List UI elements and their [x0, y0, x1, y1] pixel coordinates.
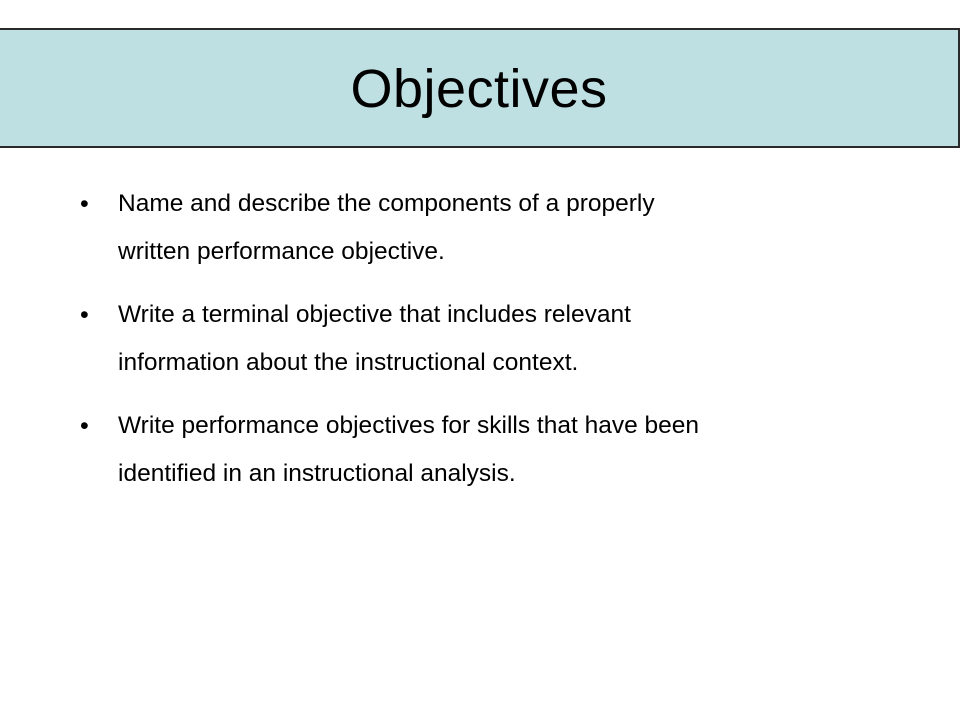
bullet-text-2: [118, 291, 631, 387]
bullet-2-line-2: information about the instructional context.: [118, 349, 579, 376]
bullet-item-2: [80, 291, 900, 387]
bullet-item-3: [80, 402, 900, 498]
bullet-item-1: [80, 180, 900, 276]
bullet-text-1: [118, 180, 655, 276]
bullet-2-line-1: Write a terminal objective that includes relevant: [118, 301, 631, 328]
bullet-dot-icon: •: [80, 301, 89, 329]
bullet-dot-icon: •: [80, 412, 89, 440]
bullet-1-line-2: written performance objective.: [118, 238, 445, 265]
bullet-3-line-2: identified in an instructional analysis.: [118, 460, 516, 487]
bullet-list: [80, 180, 900, 513]
bullet-text-3: [118, 402, 699, 498]
slide-title: Objectives: [350, 59, 608, 119]
bullet-dot-icon: •: [80, 190, 89, 218]
title-bar: [0, 28, 960, 148]
bullet-1-line-1: Name and describe the components of a properly: [118, 190, 655, 217]
bullet-3-line-1: Write performance objectives for skills that have been: [118, 412, 700, 439]
